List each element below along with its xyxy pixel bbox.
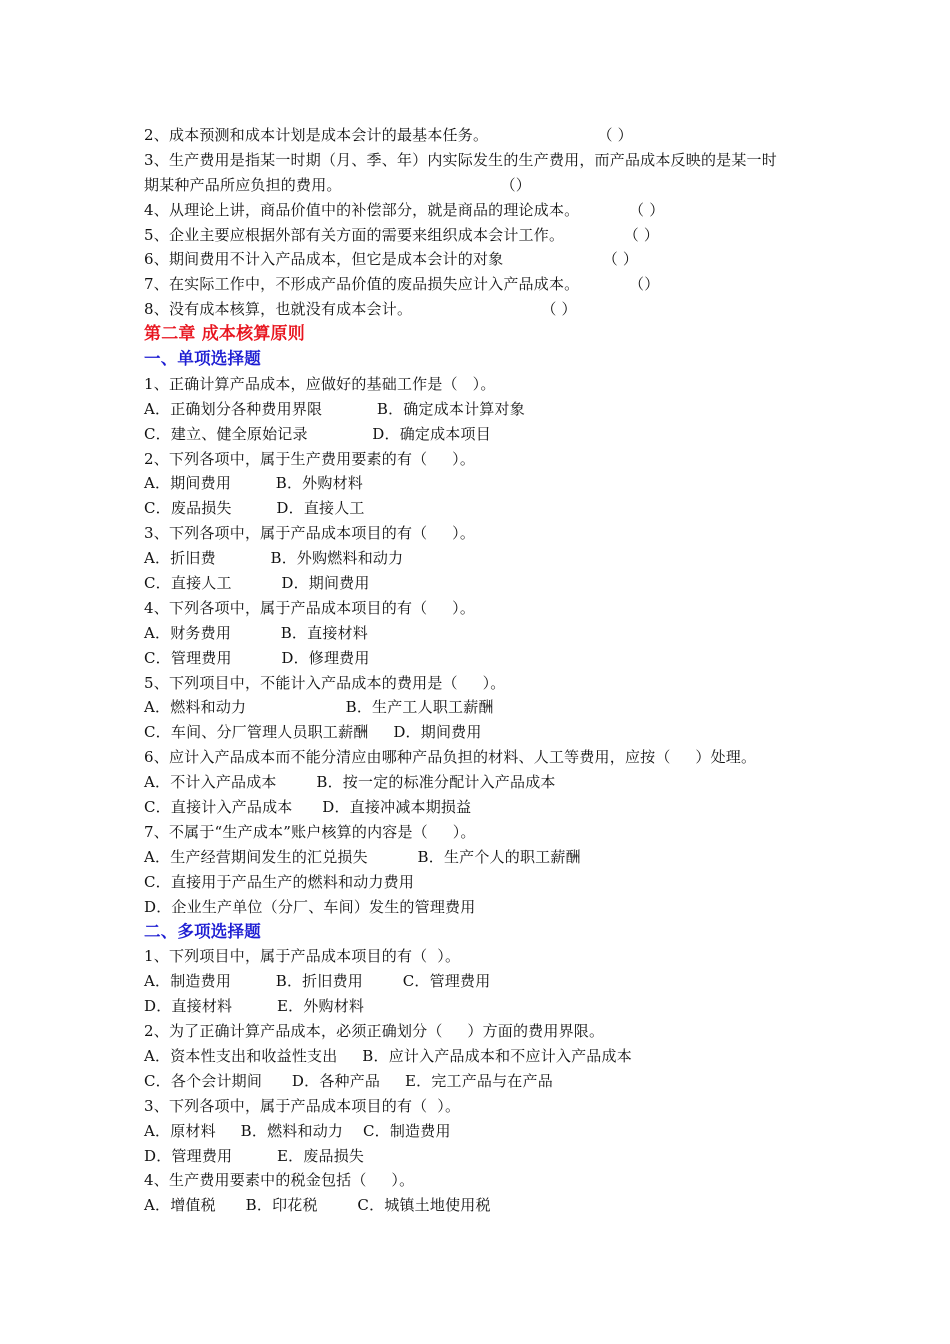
text-line: A．期间费用 B．外购材料 [144,474,363,493]
text-line: C．直接用于产品生产的燃料和动力费用 [144,872,415,891]
text-line: 2、下列各项中，属于生产费用要素的有（ ）。 [144,449,476,468]
section-heading: 二、多项选择题 [144,921,261,941]
text-line: A．折旧费 B．外购燃料和动力 [144,549,404,568]
text-line: C．直接计入产品成本 D．直接冲减本期损益 [144,798,472,817]
text-line: 3、下列各项中，属于产品成本项目的有（ ）。 [144,1096,461,1115]
text-line: C．建立、健全原始记录 D．确定成本项目 [144,424,491,443]
text-line: 4、下列各项中，属于产品成本项目的有（ ）。 [144,598,476,617]
text-line: C．直接人工 D．期间费用 [144,574,370,593]
text-line: 6、应计入产品成本而不能分清应由哪种产品负担的材料、人工等费用，应按（ ）处理。 [144,748,757,767]
text-line: 5、企业主要应根据外部有关方面的需要来组织成本会计工作。 （ ） [144,225,660,244]
text-line: C．管理费用 D．修理费用 [144,648,370,667]
text-line: 3、下列各项中，属于产品成本项目的有（ ）。 [144,524,476,543]
section-heading: 一、单项选择题 [144,349,261,369]
text-line: 1、正确计算产品成本，应做好的基础工作是（ ）。 [144,374,496,393]
text-line: C．废品损失 D．直接人工 [144,499,365,518]
text-line: A．生产经营期间发生的汇兑损失 B．生产个人的职工薪酬 [144,847,581,866]
text-line: 期某种产品所应负担的费用。 （） [144,175,531,194]
text-line: A．增值税 B．印花税 C．城镇土地使用税 [144,1196,491,1215]
text-line: C．车间、分厂管理人员职工薪酬 D．期间费用 [144,723,482,742]
text-line: A．原材料 B．燃料和动力 C．制造费用 [144,1121,451,1140]
text-line: 2、为了正确计算产品成本，必须正确划分（ ）方面的费用界限。 [144,1022,605,1041]
text-line: D．管理费用 E．废品损失 [144,1146,365,1165]
text-line: 7、在实际工作中，不形成产品价值的废品损失应计入产品成本。 （） [144,275,660,294]
text-line: A．财务费用 B．直接材料 [144,623,368,642]
chapter-heading: 第二章 成本核算原则 [144,324,305,345]
text-line: D．直接材料 E．外购材料 [144,997,365,1016]
text-line: A．不计入产品成本 B．按一定的标准分配计入产品成本 [144,773,556,792]
text-line: C．各个会计期间 D．各种产品 E．完工产品与在产品 [144,1071,553,1090]
text-line: A．正确划分各种费用界限 B．确定成本计算对象 [144,399,525,418]
text-line: 5、下列项目中，不能计入产品成本的费用是（ ）。 [144,673,506,692]
text-line: A．燃料和动力 B．生产工人职工薪酬 [144,698,494,717]
text-line: 7、不属于“生产成本”账户核算的内容是（ ）。 [144,822,476,841]
text-line: 1、下列项目中，属于产品成本项目的有（ ）。 [144,947,461,966]
text-line: 8、没有成本核算，也就没有成本会计。 （ ） [144,300,577,319]
text-line: 3、生产费用是指某一时期（月、季、年）内实际发生的生产费用，而产品成本反映的是某一时 [144,150,777,169]
text-line: 2、成本预测和成本计划是成本会计的最基本任务。 （ ） [144,126,633,144]
text-line: 6、期间费用不计入产品成本，但它是成本会计的对象 （ ） [144,250,639,269]
text-line: 4、从理论上讲，商品价值中的补偿部分，就是商品的理论成本。 （ ） [144,200,665,219]
text-line: D．企业生产单位（分厂、车间）发生的管理费用 [144,897,476,916]
document-page [144,123,814,1218]
text-line: A．制造费用 B．折旧费用 C．管理费用 [144,972,491,991]
text-line: 4、生产费用要素中的税金包括（ ）。 [144,1171,415,1190]
text-line: A．资本性支出和收益性支出 B．应计入产品成本和不应计入产品成本 [144,1046,632,1065]
